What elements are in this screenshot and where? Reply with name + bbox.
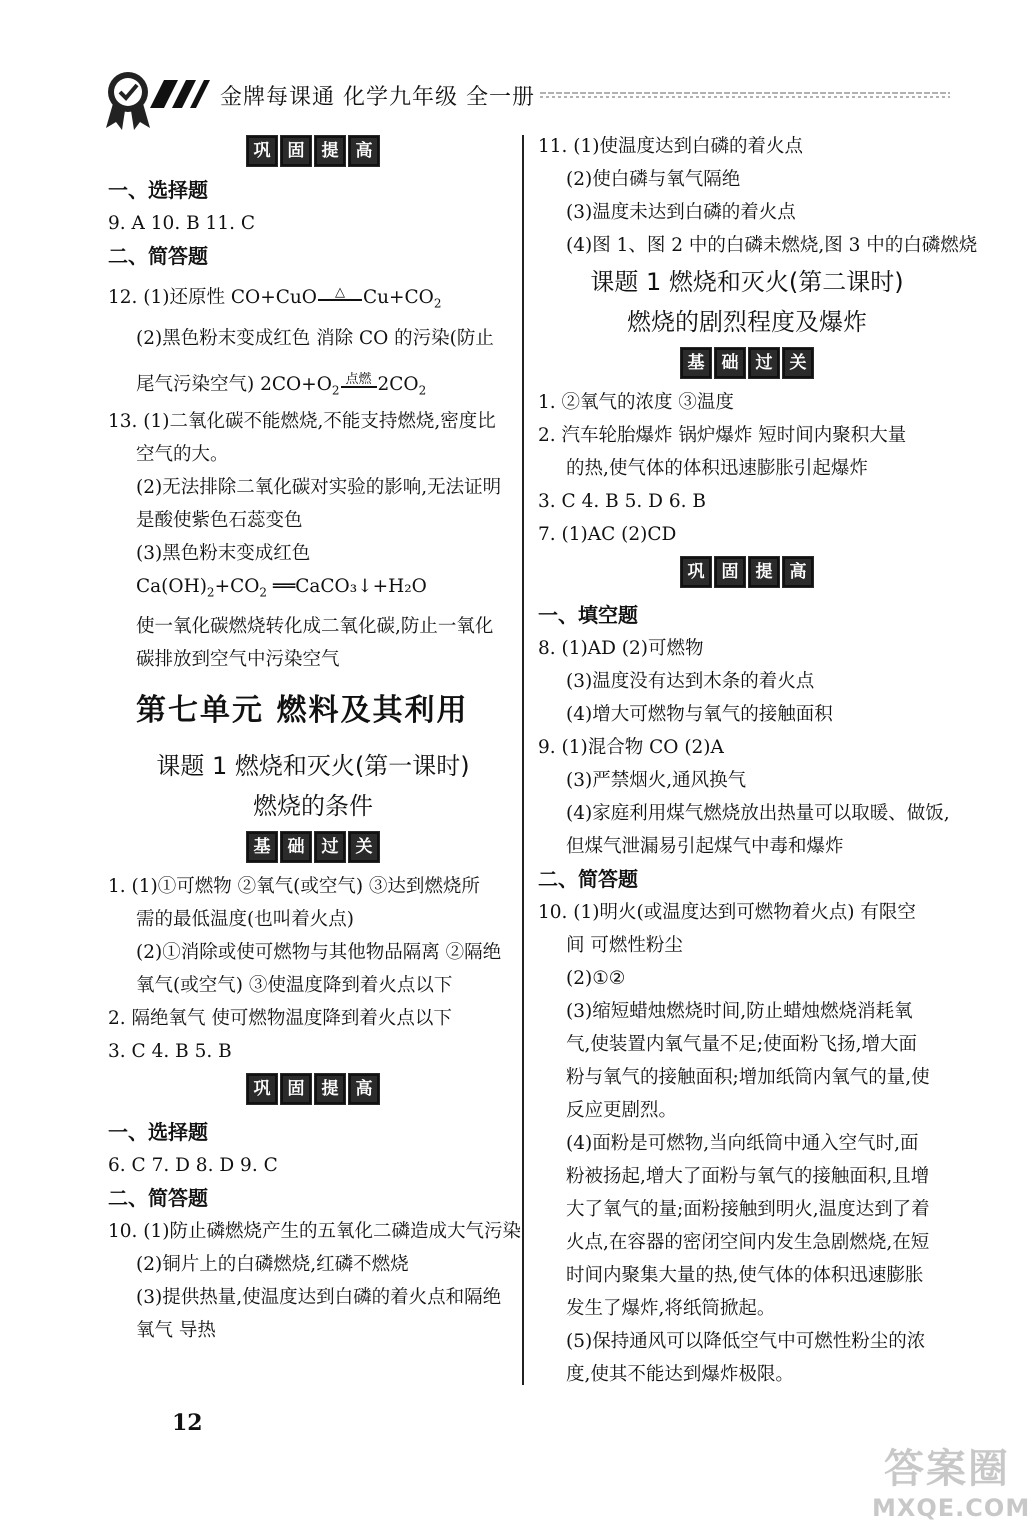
answer-text: 尾气污染空气) 2CO+O bbox=[136, 374, 332, 395]
answer-line: 空气的大。 bbox=[136, 444, 229, 465]
answer-text: +CO bbox=[214, 576, 260, 597]
answer-line: 3. C 4. B 5. B bbox=[108, 1040, 232, 1062]
badge-char: 高 bbox=[783, 557, 813, 587]
watermark-url: MXQE.COM bbox=[872, 1494, 1031, 1522]
answer-line: (3)温度没有达到木条的着火点 bbox=[566, 671, 815, 692]
heat-symbol: △ bbox=[334, 284, 345, 300]
answer-line: 度,使其不能达到爆炸极限。 bbox=[566, 1364, 794, 1385]
answer-line: 大了氧气的量;面粉接触到明火,温度达到了着 bbox=[566, 1199, 930, 1220]
lesson-subtitle: 燃烧的剧烈程度及爆炸 bbox=[627, 308, 867, 336]
answer-line: 尾气污染空气) $2CO+O_2$ 点燃 $2CO_2$ bbox=[136, 371, 427, 398]
basic-badge bbox=[538, 342, 956, 386]
answer-line: (4)家庭利用煤气燃烧放出热量可以取暖、做饭, bbox=[566, 803, 950, 824]
lesson-subtitle: 燃烧的条件 bbox=[253, 791, 373, 820]
unit-title: 第七单元 燃料及其利用 bbox=[136, 692, 469, 728]
badge-char: 关 bbox=[349, 832, 379, 862]
badge-char: 高 bbox=[349, 1074, 379, 1104]
badge-char: 固 bbox=[715, 557, 745, 587]
answer-line: 8. (1)AD (2)可燃物 bbox=[538, 638, 704, 659]
page-number: 12 bbox=[172, 1410, 203, 1436]
section-heading: 一、选择题 bbox=[108, 1119, 208, 1144]
answer-line: 气,使装置内氧气量不足;使面粉飞扬,增大面 bbox=[566, 1034, 917, 1055]
lesson-title: 课题 1 燃烧和灭火(第二课时) bbox=[590, 268, 904, 296]
badge-char: 巩 bbox=[681, 557, 711, 587]
answer-line: (3)黑色粉末变成红色 bbox=[136, 543, 311, 564]
answer-line: 氧气(或空气) ③使温度降到着火点以下 bbox=[136, 974, 453, 996]
lesson-title: 课题 1 燃烧和灭火(第一课时) bbox=[156, 751, 470, 780]
answer-line: (3)温度未达到白磷的着火点 bbox=[566, 202, 796, 223]
badge-char: 础 bbox=[281, 832, 311, 862]
answer-line: 9. A 10. B 11. C bbox=[108, 213, 256, 234]
answer-line: 3. C 4. B 5. D 6. B bbox=[538, 491, 706, 512]
answer-line: 的热,使气体的体积迅速膨胀引起爆炸 bbox=[566, 458, 868, 479]
badge-char: 提 bbox=[315, 136, 345, 166]
answer-line: 火点,在容器的密闭空间内发生急剧燃烧,在短 bbox=[566, 1232, 930, 1253]
consolidate-badge bbox=[108, 1068, 518, 1116]
header-stripes-icon bbox=[150, 80, 210, 108]
answer-line: (5)保持通风可以降低空气中可燃性粉尘的浓 bbox=[566, 1331, 926, 1352]
reaction-condition bbox=[340, 373, 378, 390]
section-heading: 二、简答题 bbox=[108, 1185, 208, 1210]
section-heading: 一、填空题 bbox=[538, 603, 638, 627]
badge-char: 基 bbox=[681, 348, 711, 378]
page-header bbox=[0, 0, 1031, 130]
answer-line: 发生了爆炸,将纸筒掀起。 bbox=[566, 1298, 776, 1319]
answer-line: 2. 汽车轮胎爆炸 锅炉爆炸 短时间内聚积大量 bbox=[538, 425, 907, 446]
medal-icon bbox=[102, 70, 154, 130]
badge-char: 提 bbox=[315, 1074, 345, 1104]
answer-line: 6. C 7. D 8. D 9. C bbox=[108, 1154, 278, 1176]
basic-badge bbox=[108, 826, 518, 870]
answer-line: 12. (1)还原性 CO+CuO △ $Cu+CO_2$ bbox=[108, 284, 442, 311]
right-column bbox=[538, 130, 978, 1391]
badge-char: 过 bbox=[315, 832, 345, 862]
badge-char: 固 bbox=[281, 136, 311, 166]
answer-line: (4)增大可燃物与氧气的接触面积 bbox=[566, 704, 833, 725]
section-heading: 一、选择题 bbox=[108, 178, 208, 202]
left-column bbox=[108, 130, 522, 1347]
answer-text: ══CaCO₃↓+H₂O bbox=[267, 576, 427, 597]
badge-char: 基 bbox=[247, 832, 277, 862]
watermark-logo: 答案圈 bbox=[884, 1446, 1010, 1492]
section-heading: 二、简答题 bbox=[538, 867, 638, 891]
answer-line: 间 可燃性粉尘 bbox=[566, 935, 683, 956]
answer-line: (2)铜片上的白磷燃烧,红磷不燃烧 bbox=[136, 1253, 409, 1275]
badge-char: 础 bbox=[715, 348, 745, 378]
badge-char: 关 bbox=[783, 348, 813, 378]
answer-line: (4)面粉是可燃物,当向纸筒中通入空气时,面 bbox=[566, 1133, 919, 1154]
answer-text: Cu+CO bbox=[362, 287, 434, 308]
answer-line: $Ca(OH)_2+CO_2$ ══CaCO₃↓+H₂O bbox=[136, 576, 427, 600]
answer-line: (2)无法排除二氧化碳对实验的影响,无法证明 bbox=[136, 477, 502, 498]
answer-line: 是酸使紫色石蕊变色 bbox=[136, 510, 303, 531]
header-decorative-line bbox=[540, 91, 950, 99]
answer-line: 10. (1)明火(或温度达到可燃物着火点) 有限空 bbox=[538, 902, 916, 923]
answer-line: 2. 隔绝氧气 使可燃物温度降到着火点以下 bbox=[108, 1007, 452, 1029]
answer-line: 9. (1)混合物 CO (2)A bbox=[538, 737, 724, 758]
consolidate-badge bbox=[538, 551, 956, 599]
answer-line: 11. (1)使温度达到白磷的着火点 bbox=[538, 136, 804, 157]
badge-char: 高 bbox=[349, 136, 379, 166]
answer-line: (4)图 1、图 2 中的白磷未燃烧,图 3 中的白磷燃烧 bbox=[566, 235, 978, 256]
answer-line: 7. (1)AC (2)CD bbox=[538, 524, 677, 545]
answer-text: 12. (1)还原性 CO+CuO bbox=[108, 287, 317, 308]
answer-line: 氧气 导热 bbox=[136, 1319, 216, 1341]
column-divider bbox=[522, 135, 524, 1385]
badge-char: 巩 bbox=[247, 1074, 277, 1104]
answer-line: (3)提供热量,使温度达到白磷的着火点和隔绝 bbox=[136, 1286, 502, 1308]
watermark bbox=[872, 1445, 1031, 1535]
answer-line: 时间内聚集大量的热,使气体的体积迅速膨胀 bbox=[566, 1265, 924, 1286]
answer-text: 2CO bbox=[377, 374, 419, 395]
answer-line: 13. (1)二氧化碳不能燃烧,不能支持燃烧,密度比 bbox=[108, 411, 496, 432]
badge-char: 提 bbox=[749, 557, 779, 587]
answer-line: 需的最低温度(也叫着火点) bbox=[136, 908, 354, 930]
answer-line: 但煤气泄漏易引起煤气中毒和爆炸 bbox=[566, 836, 844, 857]
answer-line: 碳排放到空气中污染空气 bbox=[136, 648, 340, 670]
consolidate-badge bbox=[108, 130, 518, 174]
answer-line: (2)①② bbox=[566, 968, 626, 989]
answer-line: 反应更剧烈。 bbox=[566, 1100, 678, 1121]
header-title: 金牌每课通 化学九年级 全一册 bbox=[220, 85, 535, 110]
answer-line: (3)严禁烟火,通风换气 bbox=[566, 770, 747, 791]
answer-line: (2)①消除或使可燃物与其他物品隔离 ②隔绝 bbox=[136, 941, 502, 963]
section-heading: 二、简答题 bbox=[108, 244, 208, 268]
reaction-condition bbox=[317, 286, 363, 303]
badge-char: 巩 bbox=[247, 136, 277, 166]
answer-line: 10. (1)防止磷燃烧产生的五氧化二磷造成大气污染 bbox=[108, 1220, 522, 1242]
answer-line: 粉与氧气的接触面积;增加纸筒内氧气的量,使 bbox=[566, 1067, 930, 1088]
answer-line: 粉被扬起,增大了面粉与氧气的接触面积,且增 bbox=[566, 1166, 930, 1187]
badge-char: 固 bbox=[281, 1074, 311, 1104]
answer-text: Ca(OH) bbox=[136, 576, 207, 597]
answer-line: 使一氧化碳燃烧转化成二氧化碳,防止一氧化 bbox=[136, 615, 494, 637]
answer-line: (2)使白磷与氧气隔绝 bbox=[566, 169, 741, 190]
answer-line: 1. ②氧气的浓度 ③温度 bbox=[538, 392, 734, 413]
answer-line: (3)缩短蜡烛燃烧时间,防止蜡烛燃烧消耗氧 bbox=[566, 1001, 913, 1022]
answer-line: 1. (1)①可燃物 ②氧气(或空气) ③达到燃烧所 bbox=[108, 875, 480, 897]
badge-char: 过 bbox=[749, 348, 779, 378]
ignite-condition: 点燃 bbox=[345, 371, 372, 387]
answer-line: (2)黑色粉末变成红色 消除 CO 的污染(防止 bbox=[136, 328, 494, 349]
